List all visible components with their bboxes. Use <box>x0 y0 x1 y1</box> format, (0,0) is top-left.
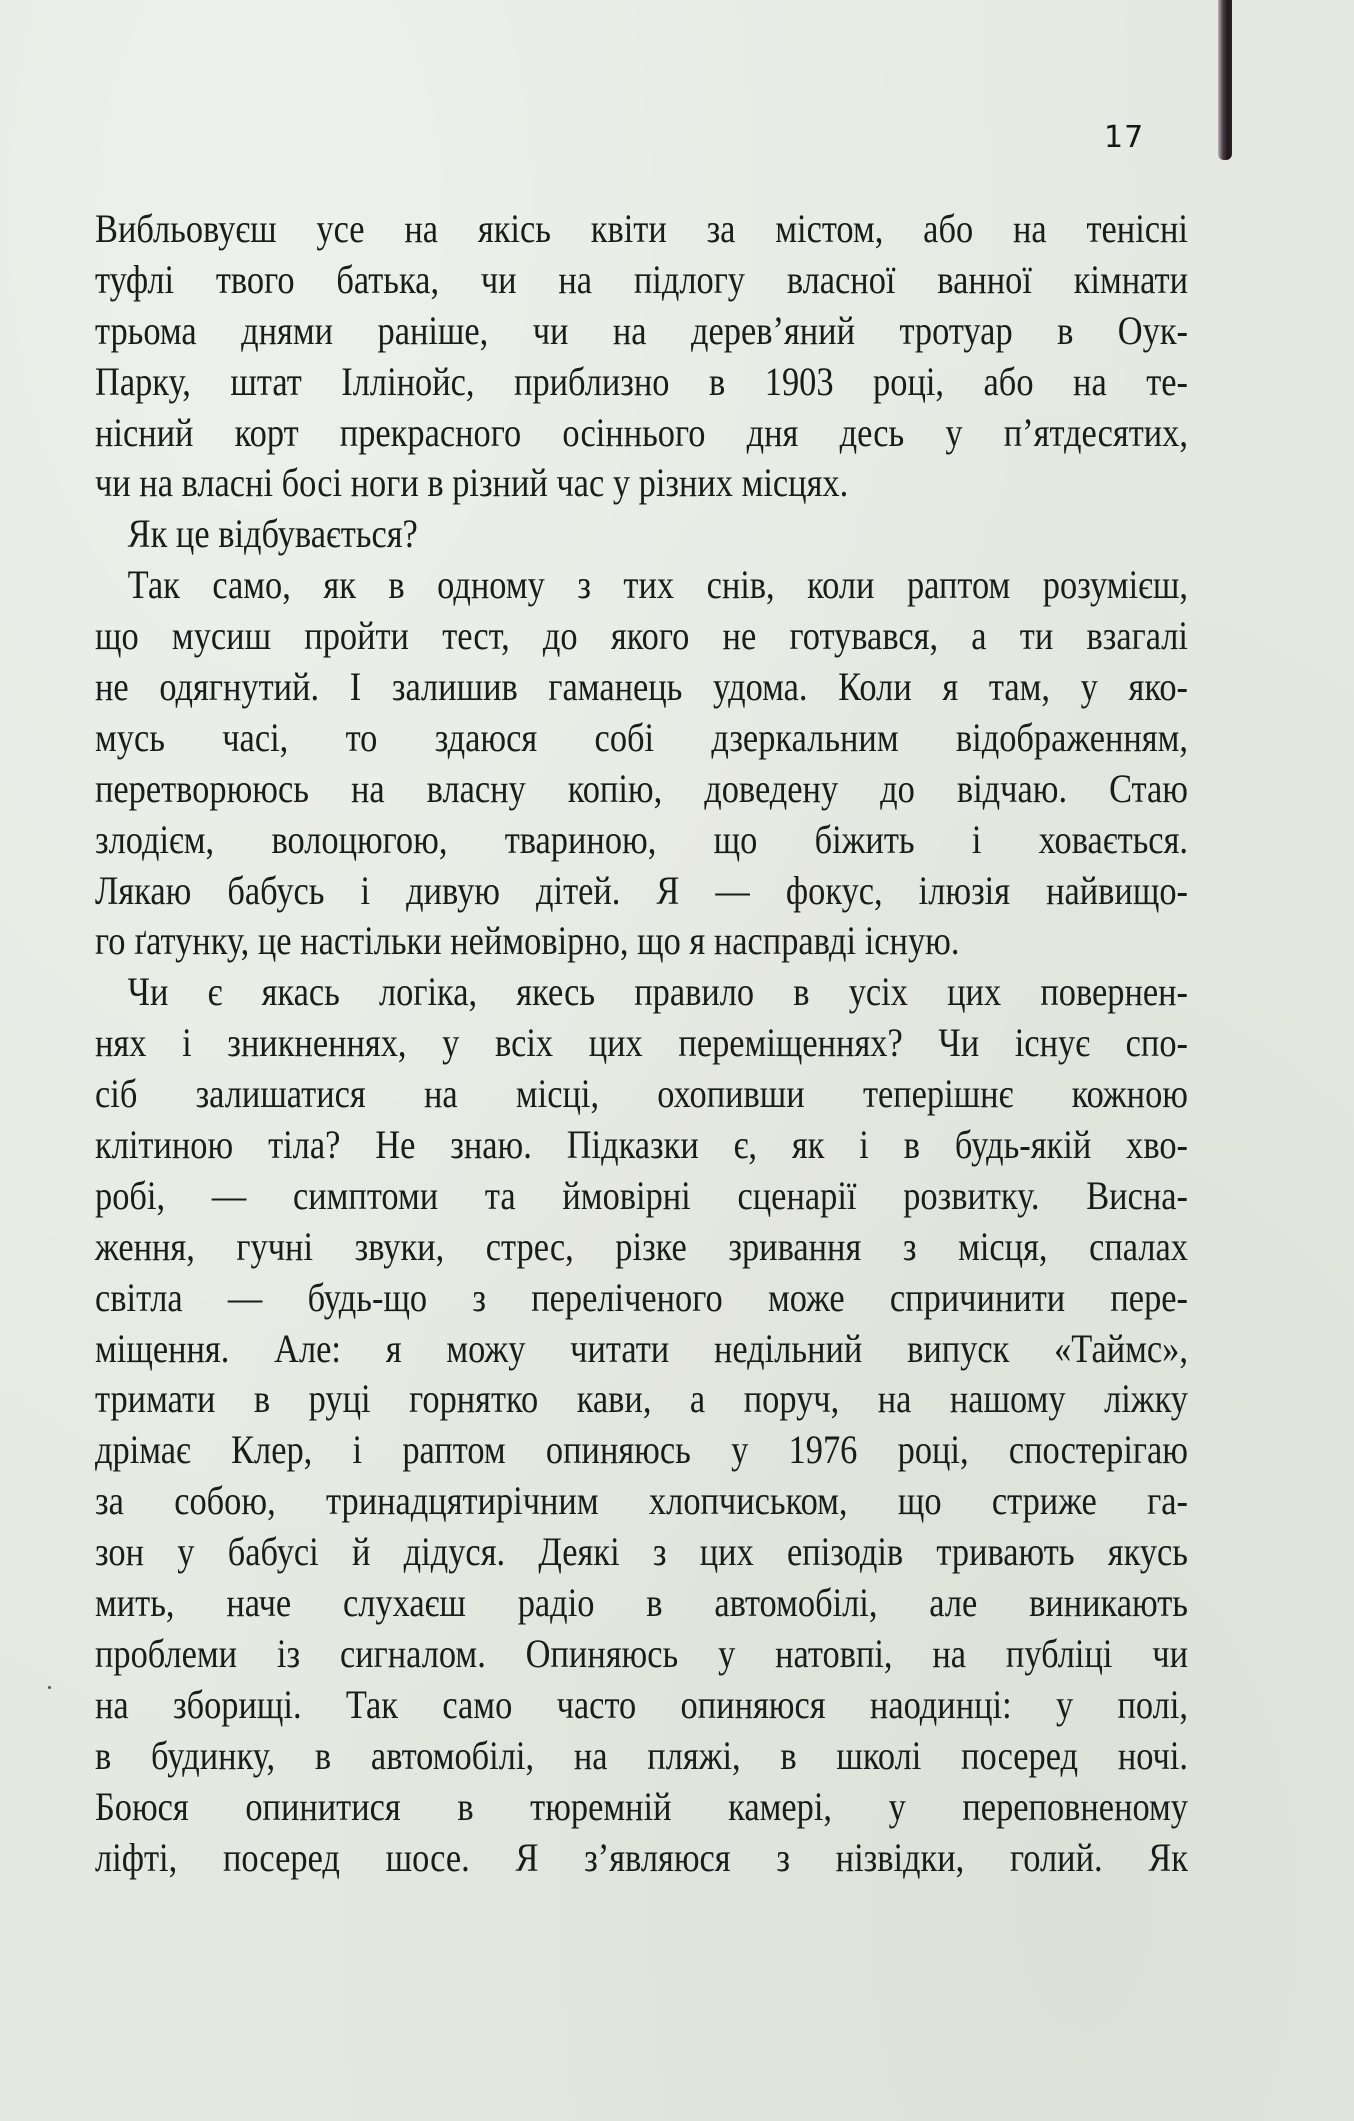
text-line: Як це відбувається? <box>127 511 418 557</box>
text-line: нісний корт прекрасного осіннього дня десь у п’ятдесятих, <box>95 409 1188 455</box>
text-line: в будинку, в автомобілі, на пляжі, в школі посеред ночі. <box>95 1732 1188 1778</box>
text-line: клітиною тіла? Не знаю. Підказки є, як і в будь-якій хво- <box>95 1122 1188 1168</box>
text-line: Парку, штат Іллінойс, приблизно в 1903 році, або на те- <box>95 358 1188 404</box>
stray-ink-dot <box>48 1686 51 1689</box>
body-text <box>95 204 1188 1883</box>
page-edge-strip <box>1218 0 1232 160</box>
text-line: міщення. Але: я можу читати недільний випуск «Таймс», <box>95 1325 1188 1371</box>
text-line: робі, — симптоми та ймовірні сценарії розвитку. Висна- <box>95 1172 1188 1218</box>
text-line: злодієм, волоцюгою, твариною, що біжить і ховається. <box>95 816 1188 862</box>
text-line: світла — будь-що з переліченого може спричинити пере- <box>95 1274 1188 1320</box>
text-line: чи на власні босі ноги в різний час у різних місцях. <box>95 460 849 506</box>
text-line: мить, наче слухаєш радіо в автомобілі, але виникають <box>95 1580 1188 1626</box>
text-line: перетворююсь на власну копію, доведену до відчаю. Стаю <box>95 765 1188 811</box>
text-line: ження, гучні звуки, стрес, різке зривання з місця, спалах <box>95 1223 1188 1269</box>
text-line: мусь часі, то здаюся собі дзеркальним відображенням, <box>95 714 1188 760</box>
text-line: нях і зникненнях, у всіх цих переміщеннях? Чи існує спо- <box>95 1020 1188 1066</box>
text-line: що мусиш пройти тест, до якого не готувався, а ти взагалі <box>95 613 1188 659</box>
text-line: ліфті, посеред шосе. Я з’являюся з нізвідки, голий. Як <box>95 1834 1188 1880</box>
text-line: Боюся опинитися в тюремній камері, у переповненому <box>95 1783 1188 1829</box>
text-line: туфлі твого батька, чи на підлогу власної ванної кімнати <box>95 256 1188 302</box>
text-line: зон у бабусі й дідуся. Деякі з цих епізодів тривають якусь <box>95 1529 1188 1575</box>
text-line: тримати в руці горнятко кави, а поруч, на нашому ліжку <box>95 1376 1188 1422</box>
text-line: Лякаю бабусь і дивую дітей. Я — фокус, ілюзія найвищо- <box>95 867 1188 913</box>
text-line: го ґатунку, це настільки неймовірно, що я насправді існую. <box>95 918 960 964</box>
text-line: не одягнутий. І залишив гаманець удома. Коли я там, у яко- <box>95 664 1188 710</box>
text-line: Чи є якась логіка, якесь правило в усіх цих повернен- <box>127 969 1188 1015</box>
text-line: трьома днями раніше, чи на дерев’яний тротуар в Оук- <box>95 307 1188 353</box>
text-line: на зборищі. Так само часто опиняюся наодинці: у полі, <box>95 1681 1188 1727</box>
text-line: Вибльовуєш усе на якісь квіти за містом, або на тенісні <box>95 206 1188 251</box>
text-line: дрімає Клер, і раптом опиняюсь у 1976 році, спостерігаю <box>95 1427 1188 1473</box>
text-line: сіб залишатися на місці, охопивши теперішнє кожною <box>95 1071 1188 1117</box>
text-line: проблеми із сигналом. Опиняюсь у натовпі, на публіці чи <box>95 1630 1188 1676</box>
text-line: Так само, як в одному з тих снів, коли раптом розумієш, <box>127 562 1188 608</box>
text-line: за собою, тринадцятирічним хлопчиськом, що стриже га- <box>95 1478 1188 1524</box>
page-number: 17 <box>1104 120 1145 155</box>
